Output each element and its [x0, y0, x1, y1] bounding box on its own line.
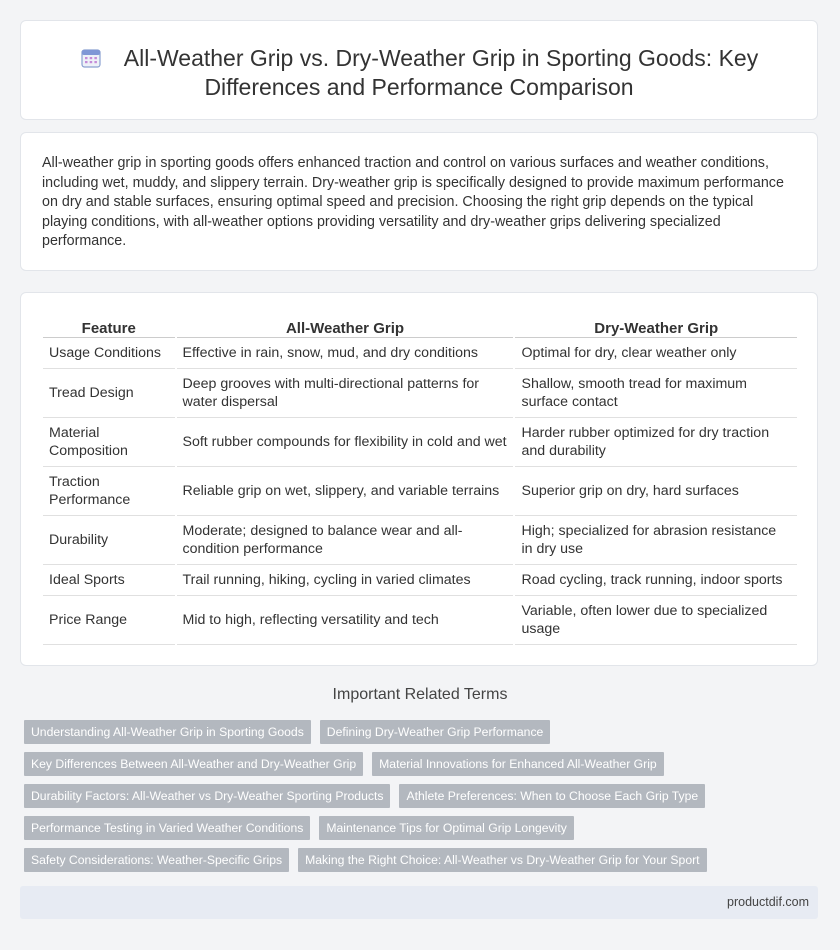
related-term-tag[interactable]: Defining Dry-Weather Grip Performance: [320, 720, 551, 744]
comparison-card: [20, 292, 818, 666]
table-row: [43, 369, 797, 418]
dry-weather-cell: Shallow, smooth tread for maximum surface contact: [515, 369, 797, 418]
related-term-tag[interactable]: Athlete Preferences: When to Choose Each Grip Type: [399, 784, 705, 808]
feature-cell: Durability: [43, 516, 175, 565]
header-card: [20, 20, 818, 120]
related-term-tag[interactable]: Understanding All-Weather Grip in Sporting Goods: [24, 720, 311, 744]
related-term-tag[interactable]: Maintenance Tips for Optimal Grip Longevity: [319, 816, 573, 840]
feature-cell: Tread Design: [43, 369, 175, 418]
all-weather-cell: Moderate; designed to balance wear and all-condition performance: [177, 516, 514, 565]
all-weather-cell: Soft rubber compounds for flexibility in cold and wet: [177, 418, 514, 467]
related-term-tag[interactable]: Making the Right Choice: All-Weather vs Dry-Weather Grip for Your Sport: [298, 848, 706, 872]
feature-cell: Material Composition: [43, 418, 175, 467]
all-weather-cell: Reliable grip on wet, slippery, and variable terrains: [177, 467, 514, 516]
feature-cell: Traction Performance: [43, 467, 175, 516]
feature-cell: Ideal Sports: [43, 565, 175, 596]
footer-site-link[interactable]: productdif.com: [727, 895, 809, 909]
header-feature: Feature: [43, 315, 175, 338]
calendar-icon: [80, 47, 102, 69]
dry-weather-cell: Superior grip on dry, hard surfaces: [515, 467, 797, 516]
title-line-2: Differences and Performance Comparison: [204, 74, 634, 100]
related-term-tag[interactable]: Safety Considerations: Weather-Specific Grips: [24, 848, 289, 872]
feature-cell: Price Range: [43, 596, 175, 645]
header-dry-weather: Dry-Weather Grip: [515, 315, 797, 338]
related-terms-tags: [24, 720, 824, 880]
table-row: [43, 565, 797, 596]
related-term-tag[interactable]: Material Innovations for Enhanced All-Weather Grip: [372, 752, 664, 776]
dry-weather-cell: Road cycling, track running, indoor sports: [515, 565, 797, 596]
all-weather-cell: Mid to high, reflecting versatility and tech: [177, 596, 514, 645]
footer: [20, 886, 818, 919]
table-row: [43, 596, 797, 645]
dry-weather-cell: Optimal for dry, clear weather only: [515, 338, 797, 369]
dry-weather-cell: Harder rubber optimized for dry traction and durability: [515, 418, 797, 467]
title-line-1: All-Weather Grip vs. Dry-Weather Grip in Sporting Goods: Key: [123, 45, 759, 71]
page-title: [21, 44, 817, 102]
table-row: [43, 338, 797, 369]
dry-weather-cell: Variable, often lower due to specialized usage: [515, 596, 797, 645]
related-terms-heading: Important Related Terms: [332, 686, 508, 703]
table-row: [43, 516, 797, 565]
all-weather-cell: Trail running, hiking, cycling in varied climates: [177, 565, 514, 596]
all-weather-cell: Effective in rain, snow, mud, and dry conditions: [177, 338, 514, 369]
intro-card: [20, 132, 818, 271]
related-term-tag[interactable]: Key Differences Between All-Weather and Dry-Weather Grip: [24, 752, 363, 776]
intro-paragraph: All-weather grip in sporting goods offers enhanced traction and control on various surfaces and weather conditions, including wet, muddy, and slippery terrain. Dry-weather grip is specifically designed to provide maximum performance on dry and stable surfaces, ensuring optimal speed and precision. Choosing the right grip depends on the typical playing conditions, with all-weather options providing versatility and dry-weather grips delivering specialized performance.: [42, 155, 784, 249]
comparison-table: [41, 315, 799, 645]
table-row: [43, 467, 797, 516]
related-term-tag[interactable]: Performance Testing in Varied Weather Conditions: [24, 816, 310, 840]
dry-weather-cell: High; specialized for abrasion resistance in dry use: [515, 516, 797, 565]
header-all-weather: All-Weather Grip: [177, 315, 514, 338]
all-weather-cell: Deep grooves with multi-directional patterns for water dispersal: [177, 369, 514, 418]
table-row: [43, 418, 797, 467]
feature-cell: Usage Conditions: [43, 338, 175, 369]
related-term-tag[interactable]: Durability Factors: All-Weather vs Dry-Weather Sporting Products: [24, 784, 390, 808]
